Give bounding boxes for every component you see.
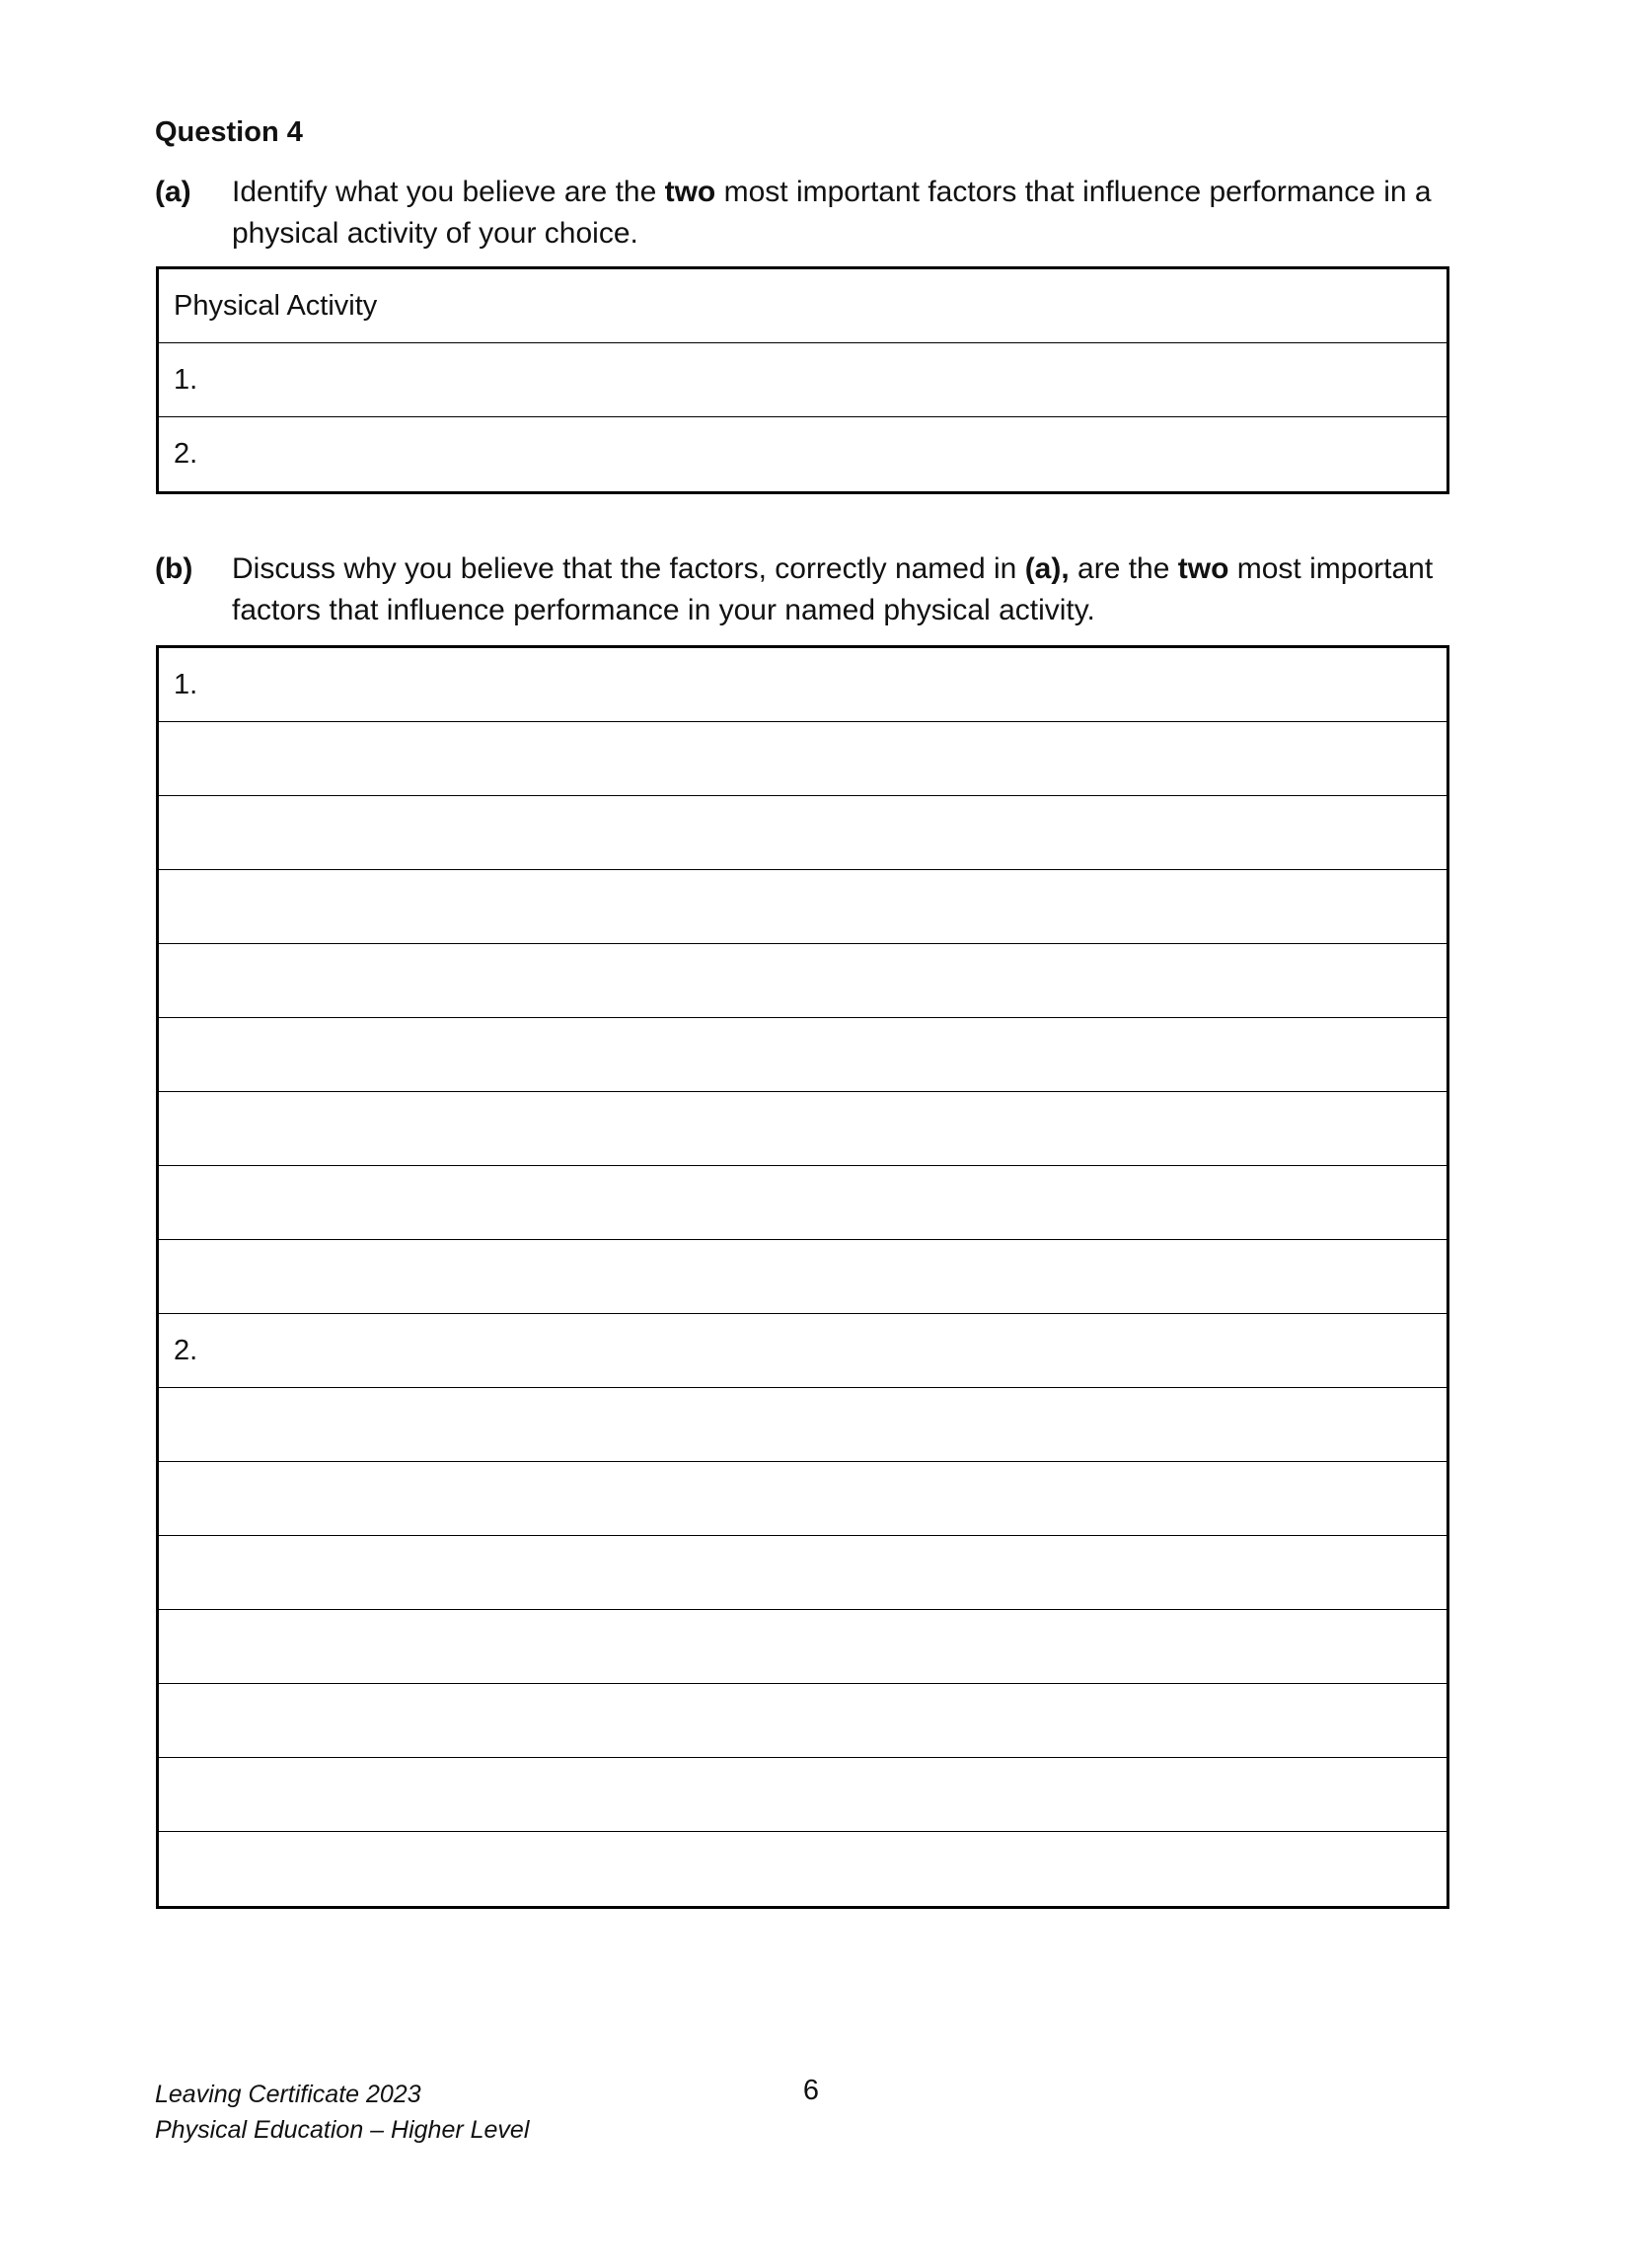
part-a-row-label: Physical Activity (174, 290, 378, 322)
part-b-text-bold-2: two (1177, 552, 1229, 585)
part-b-text-2: are the (1069, 552, 1178, 585)
part-b-instruction (232, 549, 1477, 631)
part-a-text-2: most important factors that influence performance in a physical activity of your choice. (232, 176, 1432, 250)
part-b-answer-row (159, 1240, 1447, 1314)
part-a-answer-row (159, 343, 1447, 417)
part-b-answer-row (159, 1610, 1447, 1684)
part-b-text-bold-1: (a), (1024, 552, 1070, 585)
part-a-answer-space[interactable] (159, 343, 1447, 416)
part-b-answer-table (156, 645, 1449, 1909)
part-b-answer-space[interactable] (159, 1536, 1447, 1609)
part-b-answer-row (159, 722, 1447, 796)
part-b-answer-row (159, 1166, 1447, 1240)
part-b-answer-row (159, 1536, 1447, 1610)
part-b-answer-space[interactable] (159, 1758, 1447, 1831)
part-a-text-bold: two (664, 176, 716, 208)
part-b-row-label: 1. (174, 669, 198, 700)
part-b-answer-space[interactable] (159, 722, 1447, 795)
part-b-answer-row (159, 944, 1447, 1018)
part-b-answer-row (159, 1758, 1447, 1832)
part-b-answer-row (159, 1388, 1447, 1462)
part-b-answer-space[interactable] (159, 944, 1447, 1017)
part-a-answer-row (159, 417, 1447, 491)
part-b-answer-space[interactable] (159, 1684, 1447, 1757)
part-b-answer-row (159, 870, 1447, 944)
part-a-row-label: 2. (174, 438, 198, 470)
part-b-answer-row (159, 1314, 1447, 1388)
part-b-answer-row (159, 1092, 1447, 1166)
part-a-answer-table (156, 266, 1449, 494)
part-b-label: (b) (155, 552, 193, 585)
part-a-answer-row (159, 269, 1447, 343)
part-b-row-label: 2. (174, 1335, 198, 1366)
part-a-row-label: 1. (174, 364, 198, 396)
part-b-answer-space[interactable] (159, 1018, 1447, 1091)
part-b-text-1: Discuss why you believe that the factors, correctly named in (232, 552, 1025, 585)
part-b-answer-space[interactable] (159, 1240, 1447, 1313)
part-b-answer-row (159, 1462, 1447, 1536)
footer-subject-level: Physical Education – Higher Level (155, 2116, 530, 2144)
part-a-answer-space[interactable] (159, 417, 1447, 491)
part-b-answer-row (159, 1018, 1447, 1092)
part-b-answer-space[interactable] (159, 1314, 1447, 1387)
part-b-answer-space[interactable] (159, 1388, 1447, 1461)
part-a-instruction (232, 172, 1477, 255)
footer (155, 2077, 529, 2148)
part-b-answer-space[interactable] (159, 1462, 1447, 1535)
part-b-answer-row (159, 1684, 1447, 1758)
part-b-answer-space[interactable] (159, 648, 1447, 721)
part-b-answer-space[interactable] (159, 870, 1447, 943)
part-b-answer-space[interactable] (159, 1610, 1447, 1683)
question-title: Question 4 (155, 116, 303, 148)
part-b-answer-space[interactable] (159, 1092, 1447, 1165)
part-a-text-1: Identify what you believe are the (232, 176, 665, 208)
part-b-answer-row (159, 796, 1447, 870)
part-b-text-3: most important factors that influence performance in your named physical activity. (232, 552, 1434, 626)
footer-exam-name: Leaving Certificate 2023 (155, 2081, 421, 2108)
part-b-answer-space[interactable] (159, 1166, 1447, 1239)
part-b-answer-space[interactable] (159, 796, 1447, 869)
part-b-answer-row (159, 1832, 1447, 1906)
part-b-answer-row (159, 648, 1447, 722)
part-a-label: (a) (155, 176, 191, 208)
part-b-answer-space[interactable] (159, 1832, 1447, 1906)
page-number: 6 (802, 2075, 820, 2106)
